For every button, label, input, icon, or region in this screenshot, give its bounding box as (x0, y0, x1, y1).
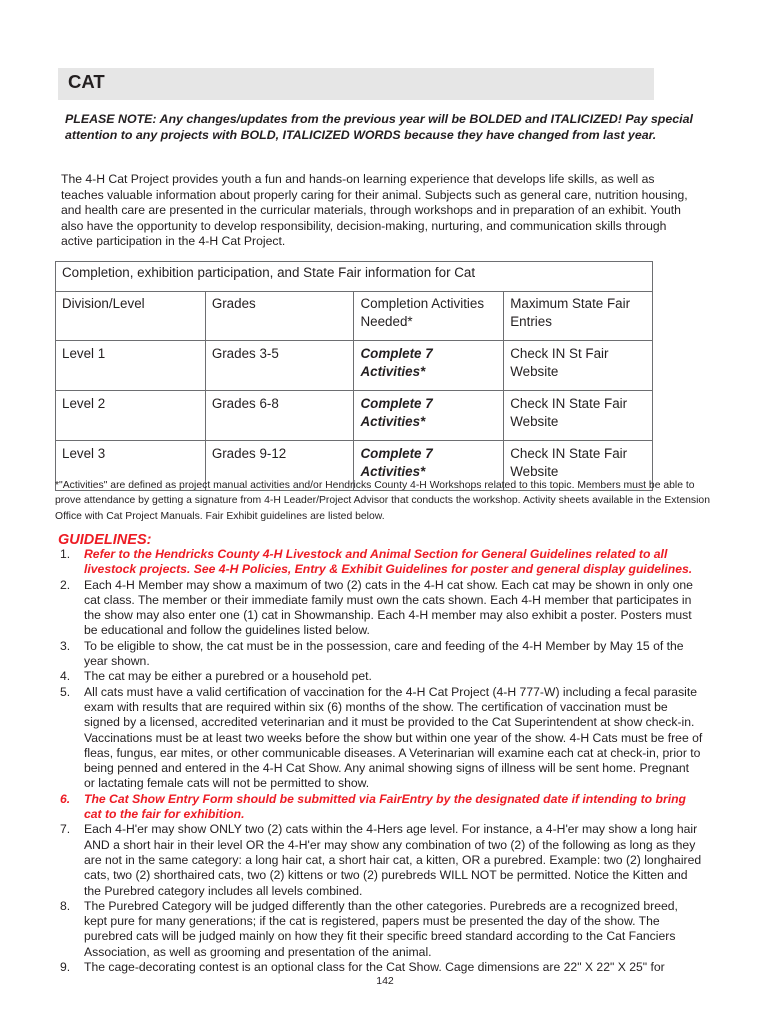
activities-cell: Complete 7 Activities* (354, 441, 504, 491)
list-item (58, 899, 703, 960)
list-item (58, 639, 703, 670)
item-number: 3. (60, 638, 71, 653)
item-text: To be eligible to show, the cat must be in the possession, care and feeding of the 4-H Member by May 15 of the year shown. (84, 638, 684, 669)
section-title-bar (58, 68, 654, 100)
list-item (58, 669, 703, 684)
item-text: The Purebred Category will be judged differently than the other categories. Purebreds are a recognized breed, kept pure for many generations; if the cat is registered, papers must be presented the day of the show. The purebred cats will be judged mainly on how they fit their specific breed standard according to the Cat Fanciers Association, as well as grooming and presentation of the animal. (84, 898, 678, 959)
table-row (56, 391, 653, 441)
page-title: CAT (68, 71, 105, 92)
item-text: The cage-decorating contest is an optional class for the Cat Show. Cage dimensions are 22" X 22" X 25" for (84, 960, 665, 975)
column-header: Division/Level (56, 292, 206, 341)
grades-cell: Grades 3-5 (205, 341, 354, 391)
item-text: Refer to the Hendricks County 4-H Livestock and Animal Section for General Guidelines related to all livestock projects. See 4-H Policies, Entry & Exhibit Guidelines for poster and general display guidelines. (84, 547, 693, 577)
entries-cell: Check IN St Fair Website (504, 341, 653, 391)
column-header: Grades (205, 292, 354, 341)
grades-cell: Grades 6-8 (205, 391, 354, 441)
entries-cell: Check IN State Fair Website (504, 441, 653, 491)
page-number: 142 (376, 975, 394, 987)
item-text: Each 4-H'er may show ONLY two (2) cats within the 4-Hers age level. For instance, a 4-H'er may show a long hair AND a short hair in their level OR the 4-H'er may show any combination of two (2) of the following as long as they are not in the same category: a long hair cat, a short hair cat, a kitten, OR a purebred. Example: two (2) longhaired cats, two (2) shorthaired cats, two (2) kittens or two (2) purebreds WILL NOT be permitted. Notice the Kitten and the Purebred category includes all levels combined. (84, 822, 702, 898)
guidelines-heading: GUIDELINES: (58, 532, 152, 548)
entries-cell: Check IN State Fair Website (504, 391, 653, 441)
table-row (56, 341, 653, 391)
column-header: Maximum State Fair Entries (504, 292, 653, 341)
grades-cell: Grades 9-12 (205, 441, 354, 491)
level-cell: Level 3 (56, 441, 206, 491)
item-number: 1. (60, 547, 71, 561)
list-item (58, 685, 703, 792)
list-item (58, 578, 703, 639)
activities-cell: Complete 7 Activities* (354, 391, 504, 441)
list-item (58, 822, 703, 898)
activities-cell: Complete 7 Activities* (354, 341, 504, 391)
guidelines-list (58, 547, 703, 975)
update-note: PLEASE NOTE: Any changes/updates from the previous year will be BOLDED and ITALICIZED! Pay special attention to any projects with BOLD, ITALICIZED WORDS because they have changed from last year. (65, 112, 693, 142)
item-text: The Cat Show Entry Form should be submitted via FairEntry by the designated date if intending to bring cat to the fair for exhibition. (84, 791, 686, 822)
table-header-row (56, 292, 653, 341)
item-number: 2. (60, 577, 71, 592)
item-number: 4. (60, 669, 71, 684)
item-text: The cat may be either a purebred or a household pet. (84, 669, 372, 684)
list-item (58, 547, 703, 578)
level-cell: Level 1 (56, 341, 206, 391)
level-cell: Level 2 (56, 391, 206, 441)
item-number: 5. (60, 684, 71, 699)
table-caption: Completion, exhibition participation, and State Fair information for Cat (56, 262, 653, 292)
column-header: Completion Activities Needed* (354, 292, 504, 341)
intro-paragraph: The 4-H Cat Project provides youth a fun and hands-on learning experience that develops life skills, as well as teaches valuable information about properly caring for their animal. Subjects such as general care, nutrition housing, and health care are presented in the curricular materials, through workshops and in preparation of an exhibit. Youth also have the opportunity to develop responsibility, decision-making, nurturing, and communication skills through active participation in the 4-H Cat Project. (61, 172, 688, 248)
item-text: Each 4-H Member may show a maximum of two (2) cats in the 4-H cat show. Each cat may be shown in only one cat class. The member or their immediate family must own the cats shown. Each 4-H member that participates in the show may also enter one (1) cat in Showmanship. Each 4-H member may also exhibit a poster. Posters must be educational and follow the guidelines listed below. (84, 577, 693, 638)
item-number: 6. (60, 791, 71, 806)
item-number: 8. (60, 898, 71, 913)
completion-table (55, 261, 653, 491)
item-text: All cats must have a valid certification of vaccination for the 4-H Cat Project (4-H 777-W) including a fecal parasite exam with results that are required within six (6) months of the show. The certification of vaccination must be signed by a licensed, accredited veterinarian and it must be provided to the Cat Superintendent at show check-in. Vaccinations must be at least two weeks before the show but within one year of the show. 4-H Cats must be free of fleas, fungus, ear mites, or other communicable diseases. A Veterinarian will examine each cat at check-in, prior to being penned and entered in the 4-H Cat Show. Any animal showing signs of illness will be sent home. Pregnant or lactating female cats will not be permitted to show. (84, 684, 703, 791)
item-number: 9. (60, 960, 71, 975)
item-number: 7. (60, 822, 71, 837)
list-item (58, 792, 703, 823)
list-item (58, 960, 703, 975)
activities-footnote: *"Activities" are defined as project manual activities and/or Hendricks County 4-H Workshops related to this topic. Members must be able to prove attendance by getting a signature from 4-H Leader/Project Advisor that conducts the workshop. Activity sheets available in the Extension Office with Cat Project Manuals. Fair Exhibit guidelines are listed below. (55, 480, 710, 522)
